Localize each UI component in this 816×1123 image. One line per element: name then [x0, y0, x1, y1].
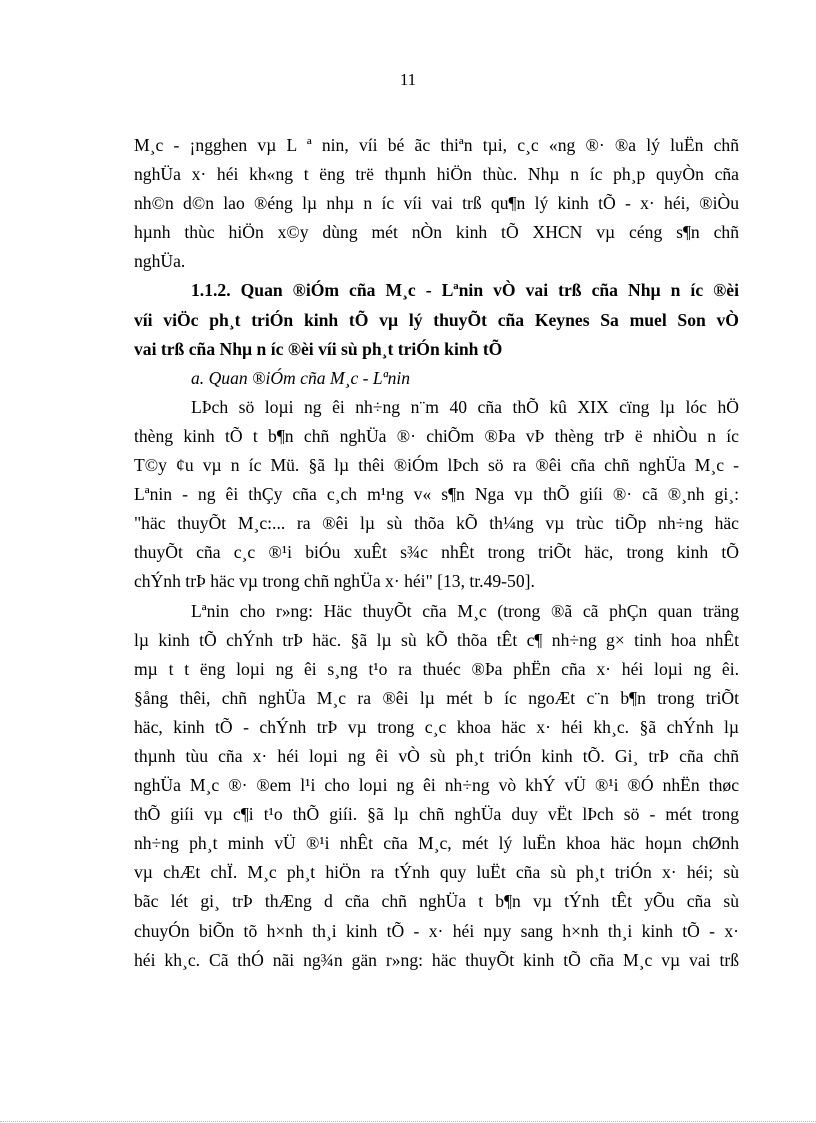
- body-line: hµnh thùc hiÖn x©y dùng mét nÒn kinh tÕ XHCN vµ céng s¶n chñ: [134, 222, 739, 243]
- body-line: vµ chÆt chÏ. M¸c ph¸t hiÖn ra tÝnh quy luËt cña sù ph¸t triÓn x· héi; sù: [134, 862, 739, 883]
- body-line: nghÜa M¸c ®· ®em l¹i cho loµi ng êi nh÷ng vò khÝ vÜ ®¹i ®Ó nhËn thøc: [134, 775, 739, 796]
- body-line: nghÜa x· héi kh«ng t ëng trë thµnh hiÖn thùc. Nhµ n íc ph¸p quyÒn cña: [134, 164, 739, 185]
- body-line: mµ t t ëng loµi ng êi s¸ng t¹o ra thuéc ®Þa phËn cña x· héi loµi ng êi.: [134, 658, 739, 679]
- page-body: [134, 131, 739, 975]
- subsection-heading: a. Quan ®iÓm cña M¸c - Lªnin: [191, 367, 411, 388]
- body-line: §ång thêi, chñ nghÜa M¸c ra ®êi lµ mét b íc ngoÆt c¨n b¶n trong triÕt: [134, 687, 739, 708]
- body-line: häc, kinh tÕ - chÝnh trÞ vµ trong c¸c khoa häc x· héi kh¸c. §ã chÝnh lµ: [134, 716, 739, 737]
- body-line: nghÜa.: [134, 251, 186, 272]
- body-line: thèng kinh tÕ t b¶n chñ nghÜa ®· chiÕm ®Þa vÞ thèng trÞ ë nhiÒu n íc: [134, 425, 739, 446]
- body-line: bãc lét gi¸ trÞ thÆng d cña chñ nghÜa t b¶n vµ tÝnh tÊt yÕu cña sù: [134, 891, 739, 912]
- body-line: thuyÕt cña c¸c ®¹i biÓu xuÊt s¾c nhÊt trong triÕt häc, trong kinh tÕ: [134, 542, 739, 563]
- body-line: LÞch sö loµi ng êi nh÷ng n¨m 40 cña thÕ kû XIX cïng lµ lóc hÖ: [191, 396, 739, 417]
- body-line: T©y ¢u vµ n íc Mü. §ã lµ thêi ®iÓm lÞch sö ra ®êi cña chñ nghÜa M¸c -: [134, 455, 739, 476]
- page-number: 11: [399, 70, 417, 89]
- body-line: nh÷ng ph¸t minh vÜ ®¹i nhÊt cña M¸c, mét lý luËn khoa häc hoµn chØnh: [134, 833, 739, 854]
- body-line: thÕ giíi vµ c¶i t¹o thÕ giíi. §ã lµ chñ nghÜa duy vËt lÞch sö - mét trong: [134, 804, 739, 825]
- body-line: Lªnin - ng êi thÇy cña c¸ch m¹ng v« s¶n Nga vµ thÕ giíi ®· cã ®¸nh gi¸:: [134, 484, 739, 505]
- page-bottom-rule: [0, 1121, 816, 1122]
- body-line: chÝnh trÞ häc vµ trong chñ nghÜa x· héi" [13, tr.49-50].: [134, 571, 535, 592]
- body-line: thµnh tùu cña x· héi loµi ng êi vÒ sù ph¸t triÓn kinh tÕ. Gi¸ trÞ cña chñ: [134, 745, 739, 766]
- body-line: héi kh¸c. Cã thÓ nãi ng¾n gän r»ng: häc thuyÕt kinh tÕ cña M¸c vµ vai trß: [134, 949, 739, 970]
- body-line: M¸c - ¡ngghen vµ L ª nin, víi bé ãc thiªn tµi, c¸c «ng ®· ®a lý luËn chñ: [134, 135, 739, 155]
- section-heading-line: vai trß cña Nhµ n íc ®èi víi sù ph¸t triÓn kinh tÕ: [134, 338, 503, 359]
- section-heading-line: 1.1.2. Quan ®iÓm cña M¸c - Lªnin vÒ vai trß cña Nhµ n íc ®èi: [191, 280, 739, 301]
- body-line: lµ kinh tÕ chÝnh trÞ häc. §ã lµ sù kÕ thõa tÊt c¶ nh÷ng g× tinh hoa nhÊt: [134, 629, 739, 650]
- body-line: chuyÓn biÕn tõ h×nh th¸i kinh tÕ - x· héi nµy sang h×nh th¸i kinh tÕ - x·: [134, 920, 739, 941]
- section-heading-line: víi viÖc ph¸t triÓn kinh tÕ vµ lý thuyÕt cña Keynes Sa muel Son vÒ: [134, 309, 739, 330]
- body-line: "häc thuyÕt M¸c:... ra ®êi lµ sù thõa kÕ th¼ng vµ trùc tiÕp nh÷ng häc: [134, 513, 739, 534]
- body-line: nh©n d©n lao ®éng lµ nhµ n íc víi vai trß qu¶n lý kinh tÕ - x· héi, ®iÒu: [134, 193, 739, 214]
- body-line: Lªnin cho r»ng: Häc thuyÕt cña M¸c (trong ®ã cã phÇn quan träng: [191, 600, 739, 621]
